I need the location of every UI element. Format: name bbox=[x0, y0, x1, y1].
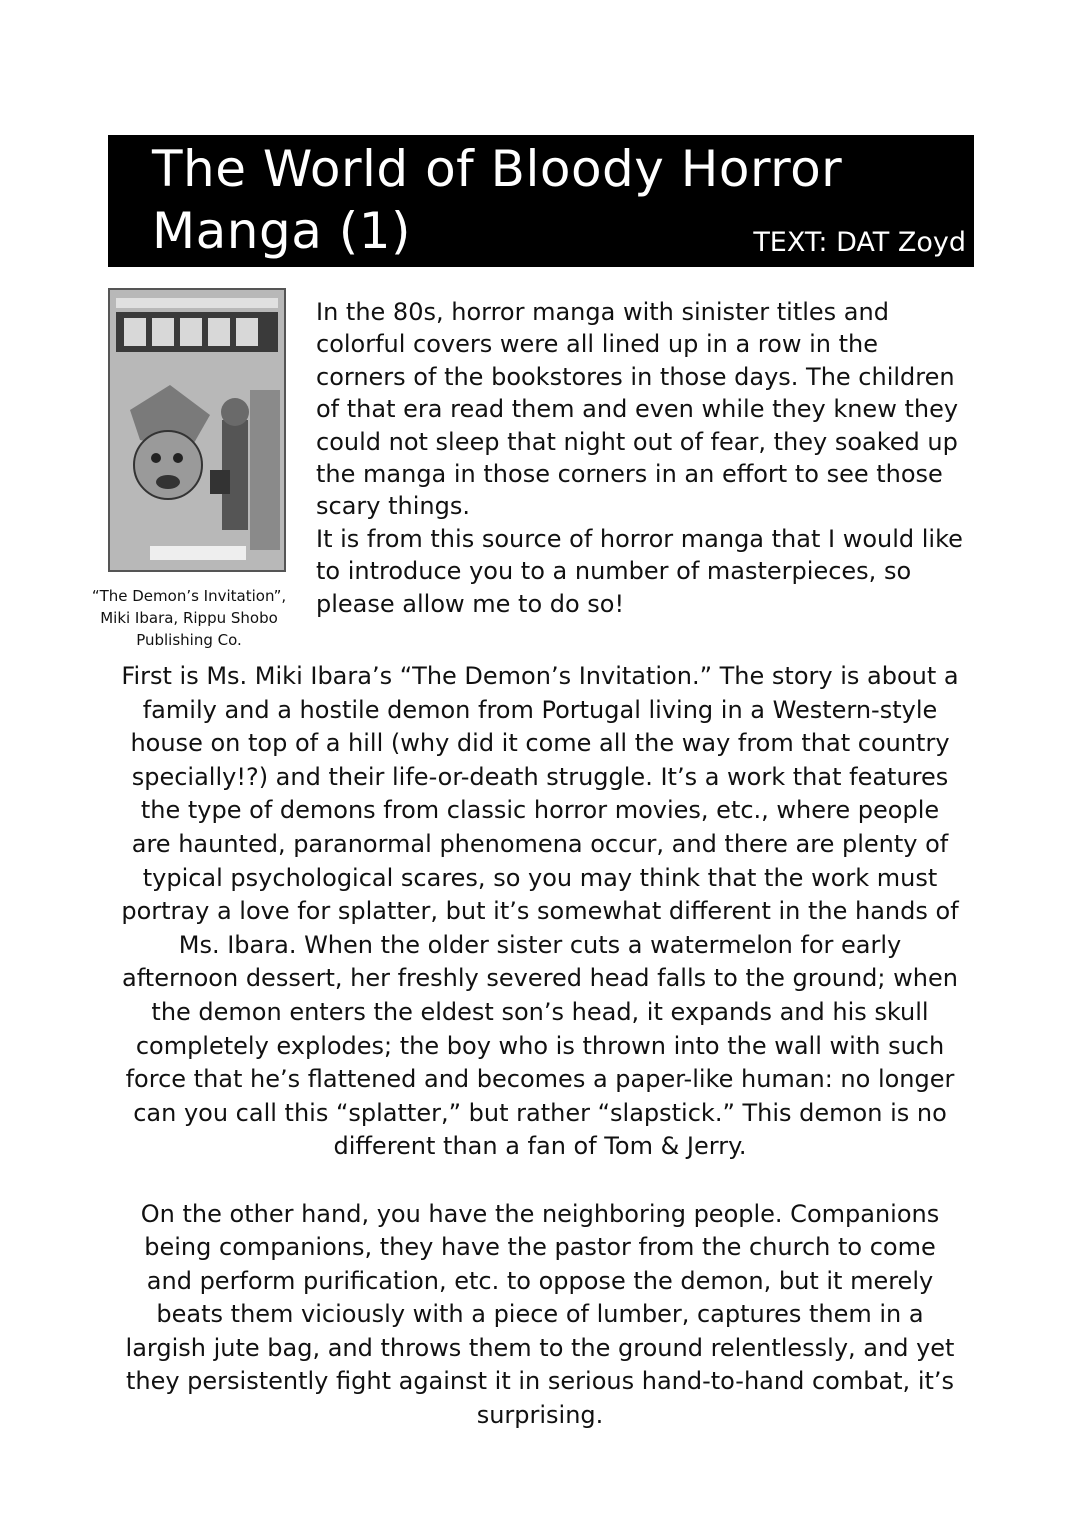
article-title-line-1: The World of Bloody Horror bbox=[152, 140, 843, 198]
intro-section bbox=[316, 296, 966, 620]
book-cover-illustration bbox=[110, 290, 284, 570]
intro-paragraph-1: In the 80s, horror manga with sinister titles and colorful covers were all lined up in a row in the corners of the bookstores in those days. The children of that era read them and even while they knew they could not sleep that night out of fear, they soaked up the manga in those corners in an effort to see those scary things. bbox=[316, 298, 959, 521]
cover-caption: “The Demon’s Invitation”, Miki Ibara, Rippu Shobo Publishing Co. bbox=[91, 587, 287, 649]
article-body bbox=[120, 660, 960, 1433]
book-cover-image bbox=[108, 288, 286, 572]
intro-paragraph-2: It is from this source of horror manga that I would like to introduce you to a number of masterpieces, so please allow me to do so! bbox=[316, 524, 963, 618]
title-banner bbox=[108, 135, 974, 267]
body-paragraph-2: On the other hand, you have the neighboring people. Companions being companions, they have the pastor from the church to come and perform purification, etc. to oppose the demon, but it merely beats them viciously with a piece of lumber, captures them in a largish jute bag, and throws them to the ground relentlessly, and yet they persistently fight against it in serious hand-to-hand combat, it’s surprising. bbox=[125, 1199, 955, 1430]
body-paragraph-1: First is Ms. Miki Ibara’s “The Demon’s Invitation.” The story is about a family and a hostile demon from Portugal living in a Western-style house on top of a hill (why did it come all the way from that country specially!?) and their life-or-death struggle. It’s a work that features the type of demons from classic horror movies, etc., where people are haunted, paranormal phenomena occur, and there are plenty of typical psychological scares, so you may think that the work must portray a love for splatter, but it’s somewhat different in the hands of Ms. Ibara. When the older sister cuts a watermelon for early afternoon dessert, her freshly severed head falls to the ground; when the demon enters the eldest son’s head, it expands and his skull completely explodes; the boy who is thrown into the wall with such force that he’s flattened and becomes a paper-like human: no longer can you call this “splatter,” but rather “slapstick.” This demon is no different than a fan of Tom & Jerry. bbox=[121, 662, 959, 1161]
article-title-line-2: Manga (1) bbox=[152, 202, 412, 260]
article-byline: TEXT: DAT Zoyd bbox=[753, 227, 966, 258]
